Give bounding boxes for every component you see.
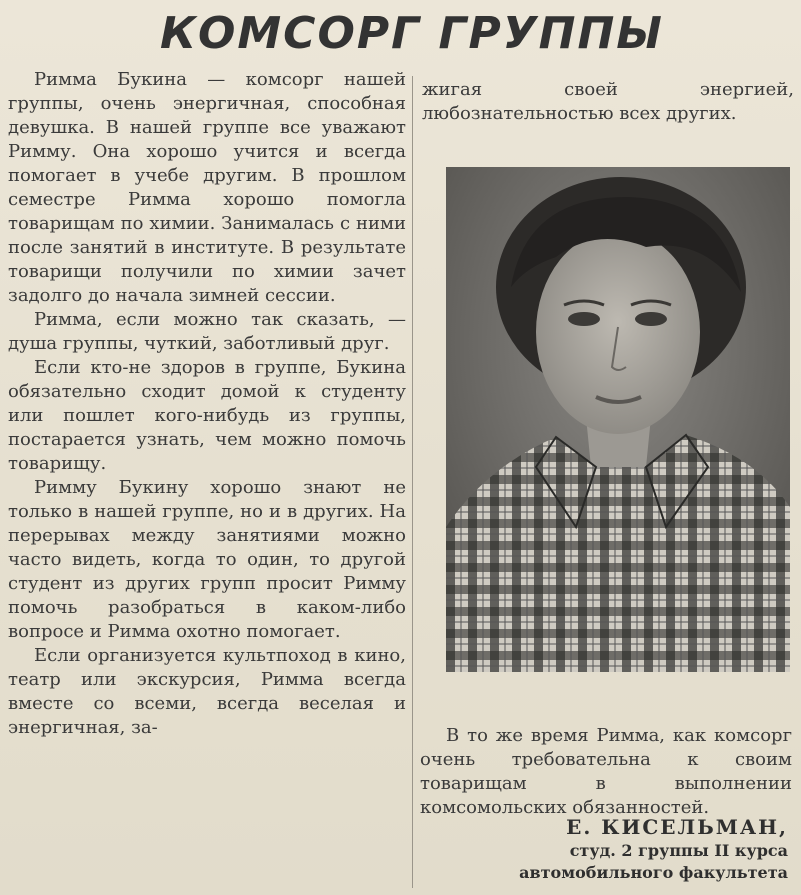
paragraph-continued: жигая своей энергией, любознательностью всех других. [422,79,794,124]
paragraph-4: Римму Букину хорошо знают не только в нашей группе, но и в других. На перерывах между занятиями можно часто видеть, когда то один, то другой студент из других групп просит Римму помочь разобраться в каком-либо вопросе и Римма охотно помогает. [8,477,406,642]
portrait-image [446,167,790,672]
left-column [8,68,406,890]
right-column-top [422,78,794,138]
paragraph-3: Если кто-не здоров в группе, Букина обязательно сходит домой к студенту или пошлет кого-нибудь из группы, постарается узнать, чем можно помочь товарищу. [8,357,406,474]
paragraph-2: Римма, если можно так сказать, — душа группы, чуткий, заботливый друг. [8,309,406,354]
signature-block [420,814,788,884]
column-divider [412,76,413,888]
author-faculty: автомобильного факультета [519,863,788,882]
paragraph-5: Если организуется культпоход в кино, театр или экскурсия, Римма всегда вместе со всеми, всегда веселая и энергичная, за- [8,645,406,738]
right-column-bottom [420,724,792,818]
headline: КОМСОРГ ГРУППЫ [160,8,664,59]
paragraph-1: Римма Букина — комсорг нашей группы, очень энергичная, способная девушка. В нашей группе все уважают Римму. Она хорошо учится и всегда помогает в учебе другим. В прошлом семестре Римма хорошо помогла товарищам по химии. Занималась с ними после занятий в институте. В результате товарищи получили по химии зачет задолго до начала зимней сессии. [8,69,406,306]
author-group: студ. 2 группы II курса [569,841,788,860]
paragraph-closing: В то же время Римма, как комсорг очень требовательна к своим товарищам в выполнении комсомольских обязанностей. [420,725,792,818]
portrait-photo [446,167,790,672]
author-name: Е. КИСЕЛЬМАН, [566,815,788,839]
